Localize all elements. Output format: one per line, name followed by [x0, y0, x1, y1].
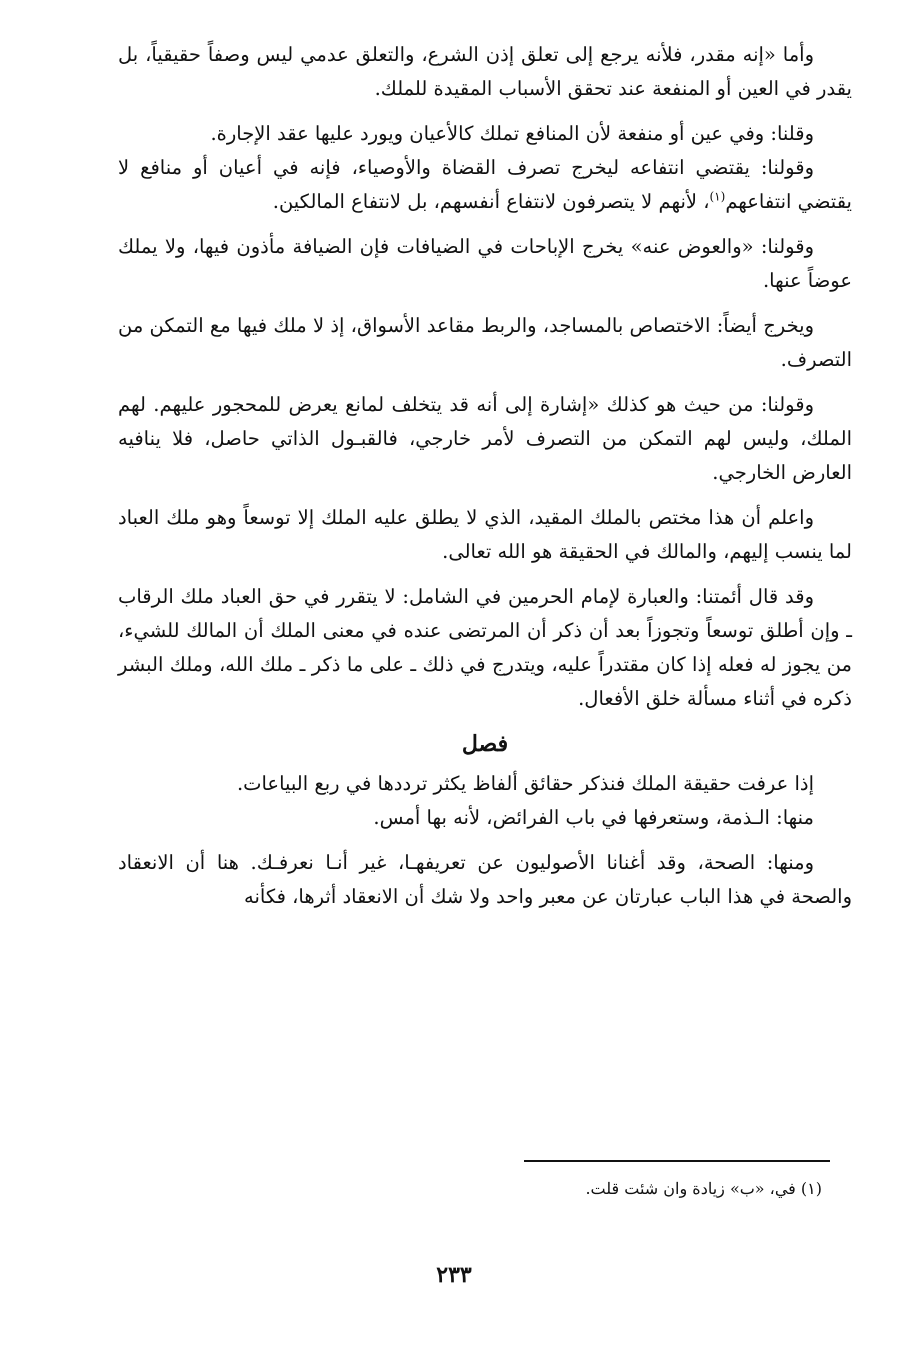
paragraph-haythu: وقولنا: من حيث هو كذلك «إشارة إلى أنه قد يتخلف لمانع يعرض للمحجور عليهم. لهم الملك، وليس لهم التمكن من التصرف لأمر خارجي، فالقبـول الذاتي حاصل، فلا ينافيه العارض الخارجي.	[118, 393, 852, 484]
section-heading: فصل	[461, 731, 509, 757]
paragraph-iwad: وقولنا: «والعوض عنه» يخرج الإباحات في الضيافات فإن الضيافة مأذون فيها، ولا يملك عوضاً عنها.	[118, 235, 852, 292]
paragraph-intifa	[118, 151, 852, 219]
paragraph-intifa-part1: وقولنا: يقتضي انتفاعه ليخرج تصرف القضاة والأوصياء، فإنه في أعيان أو منافع لا يقتضي انتفاعهم	[118, 156, 852, 213]
main-text	[118, 38, 852, 925]
footnote-marker: (١)	[709, 189, 726, 204]
paragraph-mulk-muqayyad: واعلم أن هذا مختص بالملك المقيد، الذي لا يطلق عليه الملك إلا توسعاً وهو ملك العباد لما ينسب إليهم، والمالك في الحقيقة هو الله تعالى.	[118, 506, 852, 563]
footnote: (١) في، «ب» زيادة وان شئت قلت.	[585, 1179, 822, 1198]
paragraph-ayn-manfaa: وقلنا: وفي عين أو منفعة لأن المنافع تملك كالأعيان ويورد عليها عقد الإجارة.	[210, 122, 814, 145]
page-number: ٢٣٣	[436, 1262, 472, 1288]
paragraph-ikhtisas: ويخرج أيضاً: الاختصاص بالمساجد، والربط مقاعد الأسواق، إذ لا ملك فيها مع التمكن من التصرف.	[118, 314, 852, 371]
paragraph-intifa-part2: ، لأنهم لا يتصرفون لانتفاع أنفسهم، بل لانتفاع المالكين.	[272, 190, 710, 213]
section-paragraph-sihha: ومنها: الصحة، وقد أغنانا الأصوليون عن تعريفهـا، غير أنـا نعرفـك. هنا أن الانعقاد والصحة في هذا الباب عبارتان عن معبر واحد ولا شك أن الانعقاد أثرها، فكأنه	[118, 851, 852, 908]
section-paragraph-intro: إذا عرفت حقيقة الملك فنذكر حقائق ألفاظ يكثر ترددها في ربع البياعات.	[236, 772, 814, 795]
footnote-separator	[524, 1160, 830, 1162]
section-paragraph-dhimma: منها: الـذمة، وستعرفها في باب الفرائض، لأنه بها أمس.	[373, 806, 814, 829]
paragraph-mulk-muqaddar: وأما «إنه مقدر، فلأنه يرجع إلى تعلق إذن الشرع، والتعلق عدمي ليس وصفاً حقيقياً، بل يقدر في العين أو المنفعة عند تحقق الأسباب المقيدة للملك.	[118, 43, 852, 100]
paragraph-imam-haramayn: وقد قال أئمتنا: والعبارة لإمام الحرمين في الشامل: لا يتقرر في حق العباد ملك الرقاب ـ وإن أطلق توسعاً وتجوزاً بعد أن ذكر أن المرتضى عنده في معنى الملك أن المالك للشيء، من يجوز له فعله إذا كان مقتدراً عليه، ويتدرج في ذلك ـ على ما ذكر ـ ملك الله، وملك البشر ذكره في أثناء مسألة خلق الأفعال.	[118, 585, 852, 710]
